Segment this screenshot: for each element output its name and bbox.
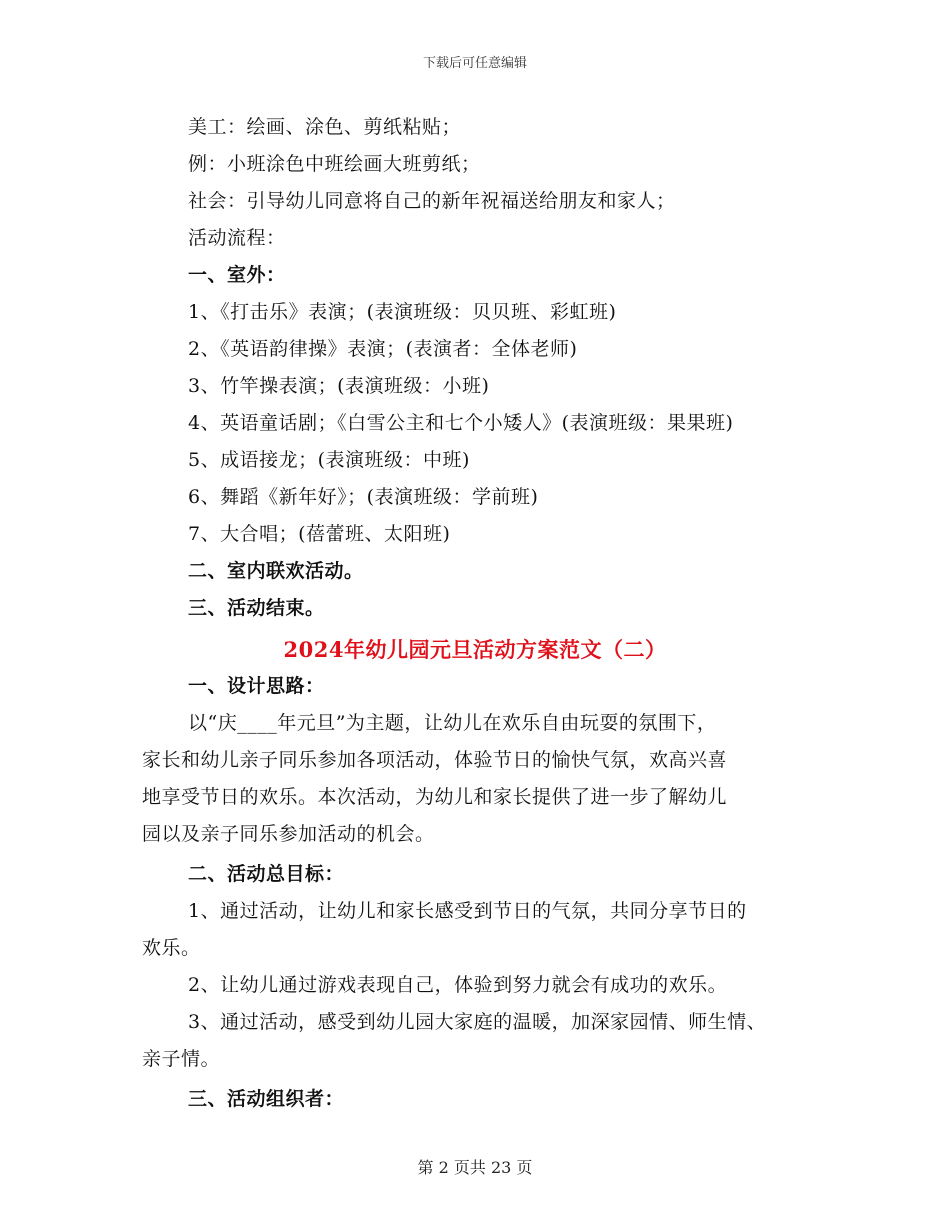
text-line-example: 例：小班涂色中班绘画大班剪纸； bbox=[188, 153, 481, 175]
goal-item-2: 2、让幼儿通过游戏表现自己，体验到努力就会有成功的欢乐。 bbox=[188, 974, 728, 996]
goal-item-3: 3、通过活动，感受到幼儿园大家庭的温暖，加深家园情、师生情、 bbox=[188, 1011, 767, 1033]
section-heading-end: 三、活动结束。 bbox=[188, 597, 325, 619]
section-heading-indoor: 二、室内联欢活动。 bbox=[188, 560, 364, 582]
goal-item-3-cont: 亲子情。 bbox=[142, 1048, 221, 1070]
paragraph-line: 以“庆____年元旦”为主题，让幼儿在欢乐自由玩耍的氛围下， bbox=[188, 712, 717, 734]
goal-item-1: 1、通过活动，让幼儿和家长感受到节日的气氛，共同分享节日的 bbox=[188, 900, 747, 922]
list-item-1: 1、《打击乐》表演；(表演班级：贝贝班、彩虹班) bbox=[188, 301, 617, 323]
list-item-3: 3、竹竿操表演；(表演班级：小班) bbox=[188, 375, 490, 397]
goal-item-1-cont: 欢乐。 bbox=[142, 937, 201, 959]
text-line-social: 社会：引导幼儿同意将自己的新年祝福送给朋友和家人； bbox=[188, 190, 676, 212]
section-heading-outdoor: 一、室外： bbox=[188, 264, 286, 286]
paragraph-line: 园以及亲子同乐参加活动的机会。 bbox=[142, 823, 435, 845]
section-heading-organizers: 三、活动组织者： bbox=[188, 1088, 345, 1110]
page-footer: 第 2 页共 23 页 bbox=[417, 1158, 533, 1177]
list-item-5: 5、成语接龙；(表演班级：中班) bbox=[188, 449, 470, 471]
list-item-2: 2、《英语韵律操》表演；(表演者：全体老师) bbox=[188, 338, 578, 360]
document-title: 2024年幼儿园元旦活动方案范文（二） bbox=[283, 637, 667, 662]
list-item-7: 7、大合唱；(蓓蕾班、太阳班) bbox=[188, 523, 451, 545]
text-line-flow-heading: 活动流程： bbox=[188, 227, 286, 249]
section-heading-goals: 二、活动总目标： bbox=[188, 863, 345, 885]
paragraph-line: 家长和幼儿亲子同乐参加各项活动，体验节日的愉快气氛，欢高兴喜 bbox=[142, 749, 728, 771]
paragraph-line: 地享受节日的欢乐。本次活动，为幼儿和家长提供了进一步了解幼儿 bbox=[142, 786, 728, 808]
section-heading-design: 一、设计思路： bbox=[188, 675, 325, 697]
list-item-4: 4、英语童话剧；《白雪公主和七个小矮人》(表演班级：果果班) bbox=[188, 412, 734, 434]
text-line-art: 美工：绘画、涂色、剪纸粘贴； bbox=[188, 116, 462, 138]
page-header: 下载后可任意编辑 bbox=[422, 56, 527, 71]
list-item-6: 6、舞蹈《新年好》；(表演班级：学前班) bbox=[188, 486, 539, 508]
